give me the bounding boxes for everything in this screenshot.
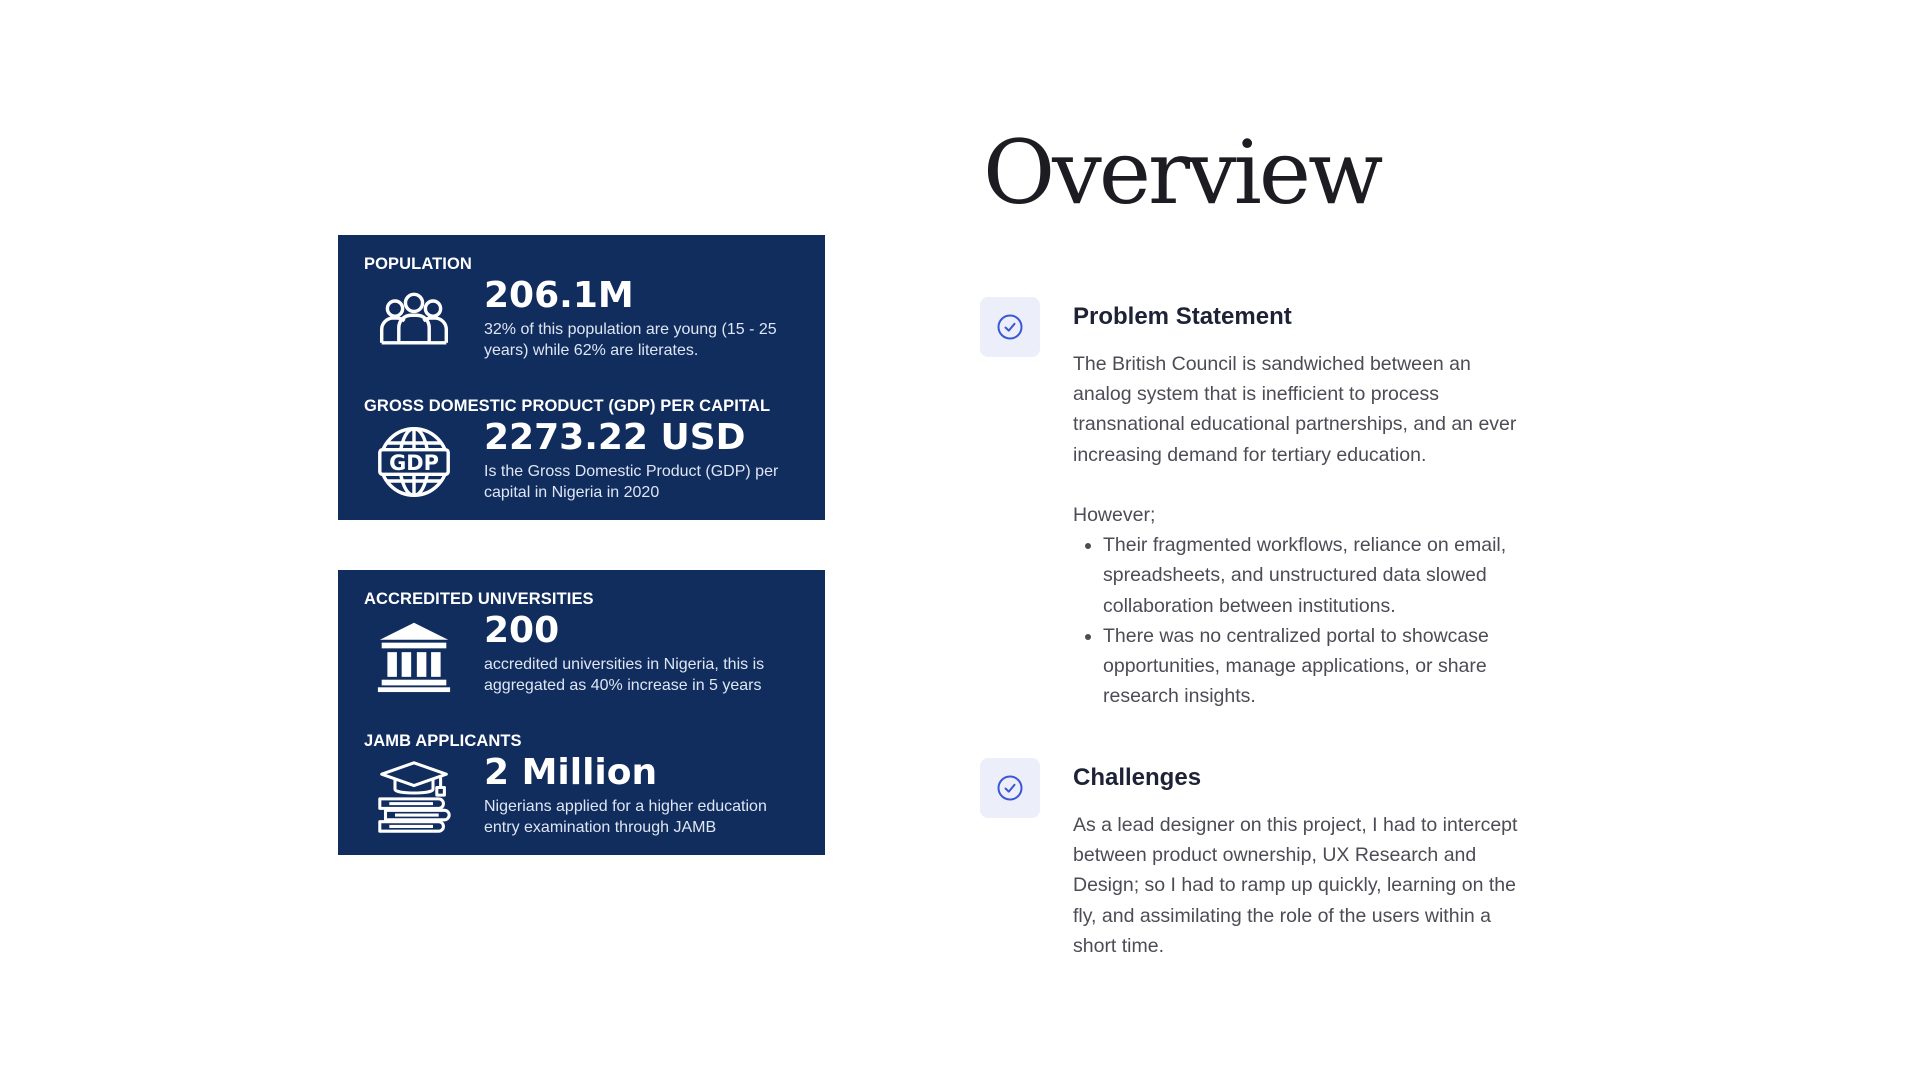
check-badge <box>980 758 1040 818</box>
problem-intro: The British Council is sandwiched between an analog system that is inefficient to process transnational educational partnerships, and an ever increasing demand for tertiary education. <box>1073 353 1517 466</box>
section-body <box>1073 810 1528 961</box>
stat-gdp <box>364 396 811 501</box>
stat-value: 200 <box>484 610 560 651</box>
section-heading: Challenges <box>1073 764 1202 791</box>
stat-value: 2273.22 USD <box>484 417 746 458</box>
stat-jamb <box>364 731 811 836</box>
university-building-icon <box>376 617 452 693</box>
stat-population <box>364 254 811 359</box>
page-title: Overview <box>983 121 1381 224</box>
gdp-globe-icon <box>376 424 452 500</box>
stat-heading: JAMB APPLICANTS <box>364 732 522 750</box>
stat-value: 206.1M <box>484 275 634 316</box>
people-group-icon <box>376 282 452 358</box>
stat-card-education <box>338 570 825 855</box>
stat-heading: POPULATION <box>364 255 472 273</box>
graduation-cap-books-icon <box>376 759 452 835</box>
list-item: • Their fragmented workflows, reliance on email, spreadsheets, and unstructured data slowed collaboration between institutions. <box>1103 530 1528 621</box>
stat-value: 2 Million <box>484 752 658 793</box>
section-body <box>1073 349 1528 711</box>
stat-description: Nigerians applied for a higher education entry examination through JAMB <box>484 798 767 836</box>
stat-heading: ACCREDITED UNIVERSITIES <box>364 590 594 608</box>
section-heading: Problem Statement <box>1073 303 1292 330</box>
gdp-icon-label: GDP <box>389 451 439 476</box>
problem-bullets <box>1073 530 1528 711</box>
stat-description: Is the Gross Domestic Product (GDP) per capital in Nigeria in 2020 <box>484 463 779 501</box>
check-badge <box>980 297 1040 357</box>
list-item: • There was no centralized portal to showcase opportunities, manage applications, or share research insights. <box>1103 621 1528 712</box>
problem-lead: However; <box>1073 504 1156 526</box>
challenges-text: As a lead designer on this project, I had to intercept between product ownership, UX Research and Design; so I had to ramp up quickly, learning on the fly, and assimilating the role of the users within a short time. <box>1073 814 1518 957</box>
stat-heading: GROSS DOMESTIC PRODUCT (GDP) PER CAPITAL <box>364 397 771 415</box>
check-circle-icon <box>997 775 1023 801</box>
stat-card-demographics <box>338 235 825 520</box>
check-circle-icon <box>997 314 1023 340</box>
stat-universities <box>364 589 811 694</box>
stat-description: accredited universities in Nigeria, this is aggregated as 40% increase in 5 years <box>484 656 765 694</box>
stat-description: 32% of this population are young (15 - 25 years) while 62% are literates. <box>484 321 777 359</box>
